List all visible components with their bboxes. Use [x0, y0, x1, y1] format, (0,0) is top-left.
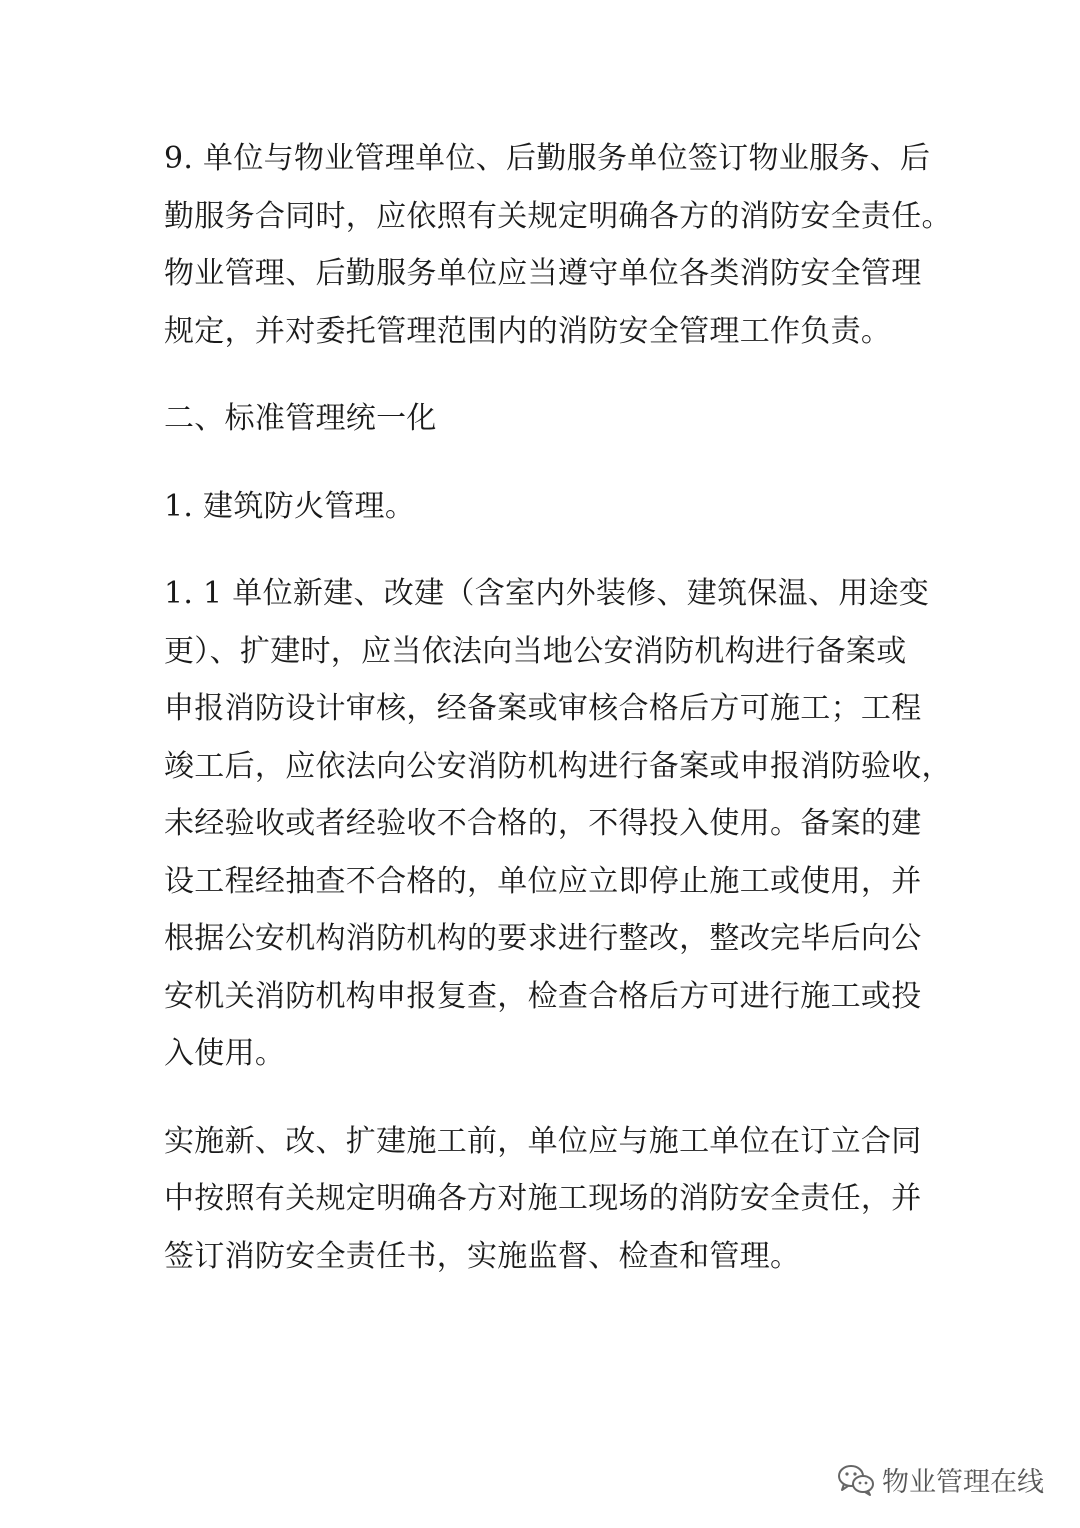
text-line: 9. 单位与物业管理单位、后勤服务单位签订物业服务、后 — [164, 141, 931, 176]
text-line: 1. 1 单位新建、改建（含室内外装修、建筑保温、用途变 — [164, 576, 930, 611]
text-line: 更）、扩建时，应当依法向当地公安消防机构进行备案或 — [164, 633, 907, 669]
text-line: 未经验收或者经验收不合格的，不得投入使用。备案的建 — [164, 806, 922, 841]
text-line: 签订消防安全责任书，实施监督、检查和管理。 — [164, 1238, 801, 1274]
subsection-heading — [164, 478, 924, 536]
text-line: 安机关消防机构申报复查，检查合格后方可进行施工或投 — [164, 978, 922, 1014]
paragraph-1-1 — [164, 565, 952, 1083]
text-line: 勤服务合同时，应依照有关规定明确各方的消防安全责任。 — [164, 198, 952, 234]
wechat-icon — [836, 1463, 876, 1497]
paragraph-9 — [164, 130, 952, 360]
paragraph-construction — [164, 1113, 924, 1286]
text-line: 物业管理、后勤服务单位应当遵守单位各类消防安全管理 — [164, 256, 922, 291]
text-line: 实施新、改、扩建施工前，单位应与施工单位在订立合同 — [164, 1123, 922, 1159]
text-line: 根据公安机构消防机构的要求进行整改，整改完毕后向公 — [164, 921, 922, 956]
heading-line: 二、标准管理统一化 — [164, 401, 437, 436]
section-heading — [164, 390, 924, 448]
text-line: 申报消防设计审核，经备案或审核合格后方可施工；工程 — [164, 691, 922, 726]
text-line: 设工程经抽查不合格的，单位应立即停止施工或使用，并 — [164, 863, 922, 899]
heading-line: 1. 建筑防火管理。 — [164, 488, 416, 524]
text-line: 规定，并对委托管理范围内的消防安全管理工作负责。 — [164, 313, 892, 349]
text-line: 中按照有关规定明确各方对施工现场的消防安全责任，并 — [164, 1181, 922, 1216]
watermark-text: 物业管理在线 — [882, 1467, 1044, 1498]
text-line: 入使用。 — [164, 1036, 286, 1071]
document-body — [164, 130, 952, 1285]
watermark — [836, 1460, 1044, 1499]
text-line: 竣工后，应依法向公安消防机构进行备案或申报消防验收， — [164, 748, 952, 784]
